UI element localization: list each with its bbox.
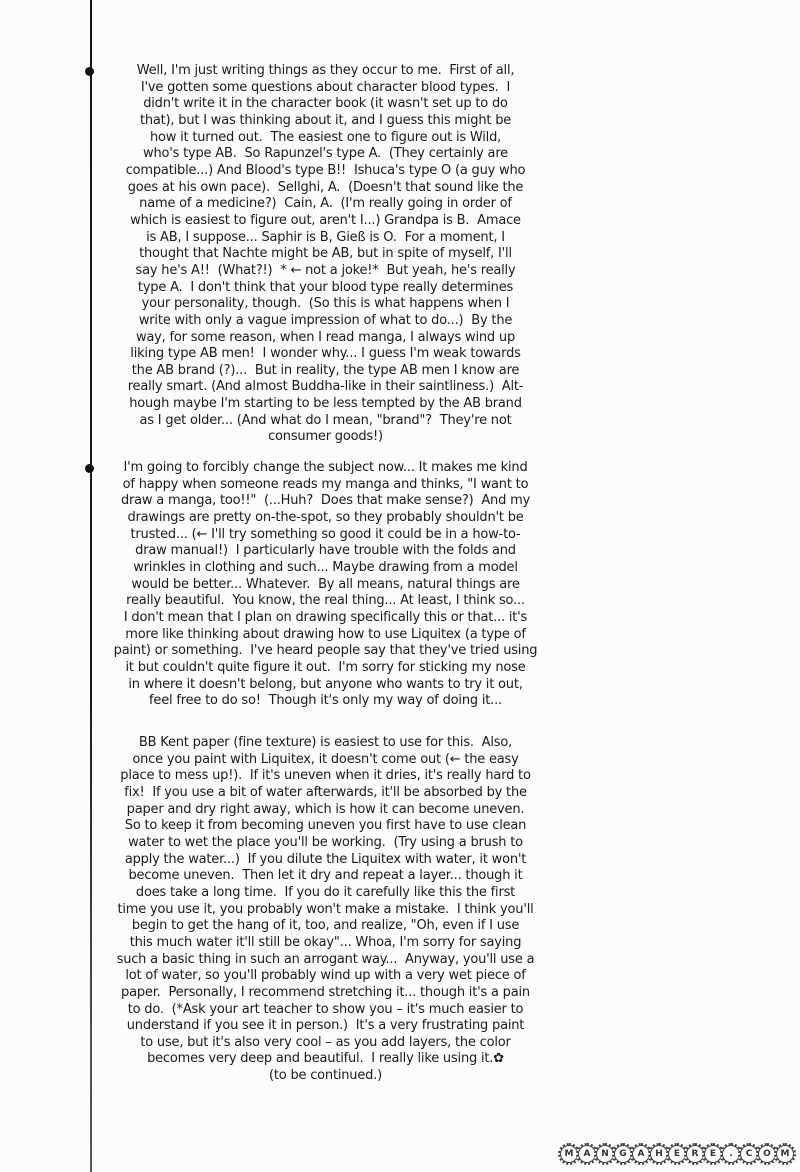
text-line: I don't mean that I plan on drawing specifically this or that... it's <box>123 609 528 625</box>
text-line: become uneven. Then let it dry and repeat a layer... though it <box>128 868 523 884</box>
text-line: draw manual!) I particularly have trouble with the folds and <box>135 543 516 559</box>
text-line: compatible...) And Blood's type B!! Ishuca's type O (a guy who <box>125 162 526 178</box>
text-line: didn't write it in the character book (it wasn't set up to do <box>143 96 508 112</box>
watermark-letter: M <box>564 1148 574 1159</box>
page-border-line <box>90 0 92 1172</box>
text-line: which is easiest to figure out, aren't I...) Grandpa is B. Amace <box>130 212 521 228</box>
watermark-letter: A <box>637 1148 645 1159</box>
text-line: trusted... (← I'll try something so good it could be in a how-to- <box>130 526 521 542</box>
paragraph-text <box>98 460 553 710</box>
text-line: of happy when someone reads my manga and thinks, "I want to <box>122 476 529 492</box>
text-line: consumer goods!) <box>268 429 383 445</box>
watermark-letter: G <box>619 1148 627 1159</box>
text-line: to do. (*Ask your art teacher to show you – it's much easier to <box>127 1001 524 1017</box>
watermark-letter: A <box>583 1148 591 1159</box>
watermark-letter: E <box>673 1148 681 1159</box>
text-line: time you use it, you probably won't make a mistake. I think you'll <box>117 901 534 917</box>
text-line: understand if you see it in person.) It's a very frustrating paint <box>126 1018 525 1034</box>
text-line: I'm going to forcibly change the subject now... It makes me kind <box>123 460 528 475</box>
text-line: So to keep it from becoming uneven you first have to use clean <box>124 818 527 834</box>
text-line: is AB, I suppose... Saphir is B, Gieß is O. For a moment, I <box>146 229 505 245</box>
text-line: does take a long time. If you do it carefully like this the first <box>135 884 516 900</box>
paragraph-text <box>98 735 553 1085</box>
text-line: liking type AB men! I wonder why... I guess I'm weak towards <box>130 346 521 362</box>
text-line: becomes very deep and beautiful. I really like using it.✿ <box>147 1051 504 1067</box>
text-line: paint) or something. I've heard people say that they've tried using <box>113 643 538 659</box>
text-line: feel free to do so! Though it's only my way of doing it... <box>149 693 502 709</box>
watermark-letter: C <box>745 1148 753 1159</box>
bullet-icon <box>85 67 94 76</box>
text-line: say he's A!! (What?!) * ← not a joke!* But yeah, he's really <box>135 262 516 278</box>
text-line: this much water it'll still be okay"... Whoa, I'm sorry for saying <box>129 934 522 950</box>
text-line: in where it doesn't belong, but anyone who wants to try it out, <box>128 676 523 692</box>
paragraph-liquitex-tips <box>98 735 553 1085</box>
text-line: place to mess up!). If it's uneven when it dries, it's really hard to <box>120 768 531 784</box>
text-line: write with only a vague impression of what to do...) By the <box>138 312 513 328</box>
mangahere-watermark <box>558 1143 796 1165</box>
paragraph-text <box>98 63 553 446</box>
text-line: name of a medicine?) Cain, A. (I'm really going in order of <box>139 196 512 212</box>
text-line: way, for some reason, when I read manga, I always wind up <box>135 329 515 345</box>
text-line: that), but I was thinking about it, and I guess this might be <box>139 112 512 128</box>
text-line: fix! If you use a bit of water afterwards, it'll be absorbed by the <box>124 784 527 800</box>
text-line: goes at his own pace). Sellghi, A. (Doesn't that sound like the <box>127 179 524 195</box>
text-line: to use, but it's also very cool – as you add layers, the color <box>140 1034 511 1050</box>
text-line: really beautiful. You know, the real thing... At least, I think so... <box>126 593 525 609</box>
watermark-letter-badge <box>774 1143 796 1165</box>
text-line: hough maybe I'm starting to be less tempted by the AB brand <box>129 396 522 412</box>
text-line: paper. Personally, I recommend stretching it... though it's a pain <box>121 984 530 1000</box>
text-line: how it turned out. The easiest one to figure out is Wild, <box>149 129 502 145</box>
text-line: as I get older... (And what do I mean, "brand"? They're not <box>139 412 512 428</box>
watermark-letter: R <box>691 1148 699 1159</box>
text-line: such a basic thing in such an arrogant way... Anyway, you'll use a <box>116 951 535 967</box>
text-line: more like thinking about drawing how to use Liquitex (a type of <box>125 626 526 642</box>
text-line: apply the water...) If you dilute the Liquitex with water, it won't <box>124 851 527 867</box>
text-line: Well, I'm just writing things as they occur to me. First of all, <box>136 63 515 78</box>
text-line: your personality, though. (So this is what happens when I <box>141 296 510 312</box>
text-line: who's type AB. So Rapunzel's type A. (They certainly are <box>143 146 508 162</box>
text-line: it but couldn't quite figure it out. I'm sorry for sticking my nose <box>125 659 526 675</box>
text-line: once you paint with Liquitex, it doesn't come out (← the easy <box>132 751 519 767</box>
text-line: the AB brand (?)... But in reality, the type AB men I know are <box>131 362 520 378</box>
text-line: lot of water, so you'll probably wind up with a very wet piece of <box>125 968 526 984</box>
watermark-letter: O <box>763 1148 771 1159</box>
text-line: draw a manga, too!!" (...Huh? Does that make sense?) And my <box>120 493 531 509</box>
text-line: really smart. (And almost Buddha-like in their saintliness.) Alt- <box>127 379 524 395</box>
text-line: water to wet the place you'll be working. (Try using a brush to <box>128 834 523 850</box>
watermark-letter: H <box>655 1148 663 1159</box>
paragraph-blood-types <box>98 63 553 446</box>
paragraph-drawing-manga <box>98 460 553 710</box>
text-line: type A. I don't think that your blood type really determines <box>137 279 514 295</box>
text-line: begin to get the hang of it, too, and realize, "Oh, even if I use <box>131 918 520 934</box>
text-line: drawings are pretty on-the-spot, so they probably shouldn't be <box>127 509 524 525</box>
watermark-letter: . <box>729 1148 733 1159</box>
bullet-icon <box>85 464 94 473</box>
text-line: (to be continued.) <box>268 1068 383 1084</box>
watermark-letter: N <box>601 1148 609 1159</box>
watermark-letter: E <box>709 1148 717 1159</box>
text-line: thought that Nachte might be AB, but in spite of myself, I'll <box>139 246 512 262</box>
watermark-letter: M <box>780 1148 790 1159</box>
text-line: paper and dry right away, which is how it can become uneven. <box>126 801 525 817</box>
text-line: wrinkles in clothing and such... Maybe drawing from a model <box>133 559 518 575</box>
text-line: would be better... Whatever. By all means, natural things are <box>131 576 520 592</box>
text-line: BB Kent paper (fine texture) is easiest to use for this. Also, <box>138 735 513 750</box>
text-line: I've gotten some questions about character blood types. I <box>140 79 511 95</box>
